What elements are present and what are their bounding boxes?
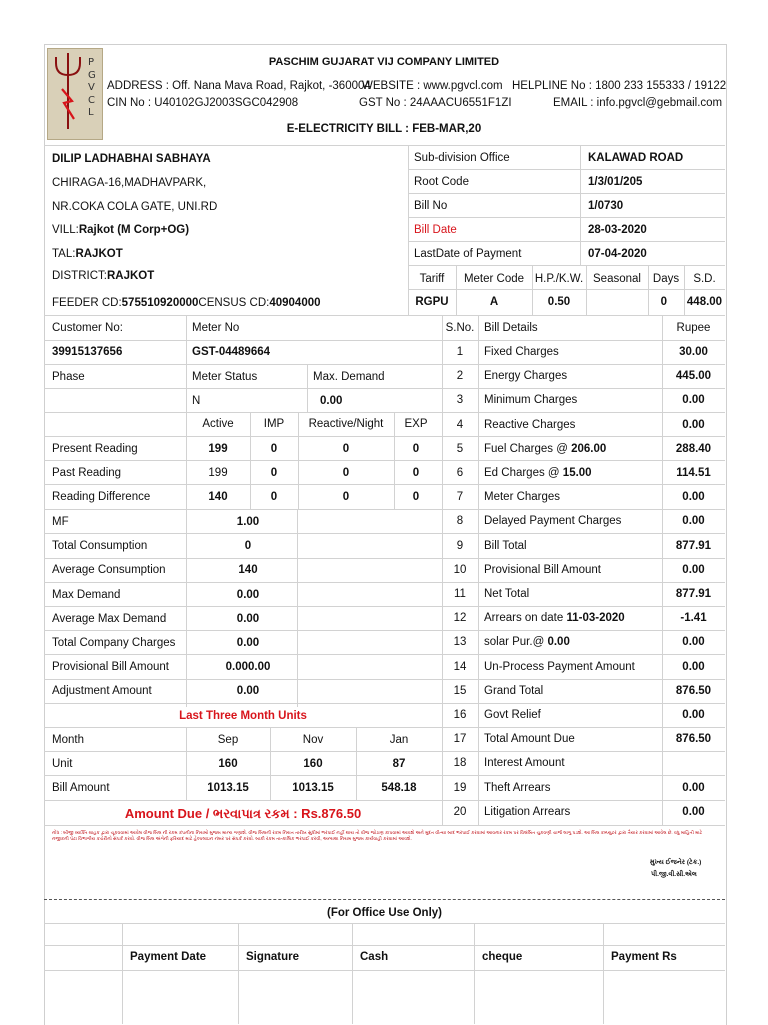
bill-item-sno: 18	[453, 757, 467, 770]
bill-item-rate: 11-03-2020	[566, 612, 625, 625]
col-exp: EXP	[404, 418, 428, 430]
summary-value: 0	[244, 540, 252, 553]
bill-item-amount: -1.41	[680, 612, 707, 625]
reading-active: 199	[208, 443, 228, 455]
summary-label: Max Demand	[52, 588, 121, 601]
bill-item-sno: 9	[456, 539, 464, 552]
bill-item-sno: 3	[456, 394, 464, 407]
phase-label: Phase	[52, 371, 85, 383]
tariff-value: RGPU	[415, 296, 449, 308]
month-name: Jan	[389, 734, 409, 746]
grid-v-line	[297, 509, 298, 707]
grid-h-line	[44, 412, 725, 413]
grid-h-line	[44, 436, 725, 437]
office-use-title: (For Office Use Only)	[326, 907, 443, 919]
grid-h-line	[44, 606, 725, 607]
bill-item-amount: 0.00	[682, 418, 705, 431]
bill-item-sno: 19	[453, 781, 467, 794]
grid-v-line	[580, 145, 581, 265]
logo-letters: P G V C L	[88, 57, 96, 118]
grid-h-line	[44, 509, 725, 510]
root-code-label: Root Code	[414, 176, 469, 188]
meter-no-label: Meter No	[192, 322, 240, 334]
bill-item-label: Grand Total	[484, 684, 544, 697]
grid-h-line	[408, 193, 725, 194]
grid-h-line	[44, 558, 725, 559]
website: WEBSITE : www.pgvcl.com	[362, 80, 503, 92]
summary-value: 0.000.00	[225, 661, 271, 674]
meter-code-header: Meter Code	[463, 273, 525, 285]
col-reactive-night: Reactive/Night	[308, 418, 384, 430]
bill-item-amount: 288.40	[675, 442, 712, 455]
bill-item-sno: 6	[456, 467, 464, 479]
bill-item-amount: 445.00	[675, 370, 712, 383]
bill-item-sno: 12	[453, 612, 467, 625]
helpline: HELPLINE No : 1800 233 155333 / 19122	[512, 80, 727, 92]
bill-item-amount: 0.00	[682, 709, 705, 721]
meter-no-value: GST-04489664	[192, 346, 271, 358]
summary-value: 0.00	[236, 637, 260, 649]
summary-value: 0.00	[236, 685, 260, 698]
sd-header: S.D.	[693, 273, 716, 285]
hp-kw-value: 0.50	[547, 296, 571, 308]
grid-h-line	[44, 945, 725, 946]
address: ADDRESS : Off. Nana Mava Road, Rajkot, -360004	[107, 80, 371, 92]
grid-v-line	[586, 265, 587, 315]
bill-no-label: Bill No	[414, 200, 448, 212]
bill-item-sno: 20	[453, 805, 467, 818]
gujarati-notice: નોંધ : બીજી વ્યક્તિ ગ્રાહક દ્વારા ચૂકવવામાં આવેલ વીજ બિલ ની રકમ કંપનીના નિયમો મુજબ માન્ય ગણાશે. વીજ બિલની રકમ નિયત તારીખ સુધીમાં ભરપાઈ નહીં થાય તો વીજ જોડાણ કાપવામાં આવશે અને મુદત વીત્યા બાદ ભરપાઈ કરવામાં આવનાર રકમ પર વિલંબિત ચુકવણી ચાર્જ લાગુ પડશે. આ બિલ કમ્પ્યુટર દ્વારા તૈયાર કરવામાં આવેલ છે. વધુ માહિતી માટે નજીકની પેટા વિભાગીય કચેરીનો સંપર્ક કરવો. વીજ બિલ અંગેની ફરિયાદ માટે હેલ્પલાઇન નંબર પર સંપર્ક કરવો. બાકી રકમ તાત્કાલિક ભરપાઈ કરવી, અન્યથા નિયમ મુજબ કાર્યવાહી કરવામાં આવશે.	[52, 830, 703, 842]
bill-item-sno: 8	[456, 515, 464, 528]
meter-status-value: N	[192, 395, 201, 407]
office-use-column: Payment Rs	[611, 951, 677, 963]
bill-item-label: Un-Process Payment Amount	[484, 660, 635, 673]
max-demand-label: Max. Demand	[313, 371, 385, 383]
cin-number: CIN No : U40102GJ2003SGC042908	[107, 97, 299, 109]
bill-item-amount: 0.00	[682, 563, 705, 576]
bill-item-amount: 876.50	[675, 684, 712, 697]
grid-h-line	[44, 800, 725, 801]
bill-item-amount: 0.00	[682, 660, 705, 673]
tariff-header: Tariff	[419, 273, 445, 285]
bill-item-amount: 30.00	[679, 346, 708, 358]
cut-line	[44, 899, 725, 900]
last-three-month-units-title: Last Three Month Units	[179, 710, 307, 722]
month-label: Month	[52, 734, 84, 746]
bill-item-sno: 10	[453, 563, 467, 576]
consumer-address-line2: NR.COKA COLA GATE, UNI.RD	[52, 201, 218, 213]
gst-number: GST No : 24AAACU6551F1ZI	[359, 97, 512, 109]
summary-value: 140	[238, 564, 258, 577]
grid-h-line	[44, 484, 725, 485]
bill-item-label: Interest Amount	[484, 757, 565, 770]
grid-h-line	[44, 679, 725, 680]
consumer-address-line1: CHIRAGA-16,MADHAVPARK,	[52, 177, 207, 189]
grid-v-line	[352, 923, 353, 1024]
reading-reactive: 0	[342, 491, 350, 503]
last-date-label: LastDate of Payment	[414, 248, 522, 260]
bill-item-amount: 0.00	[682, 394, 705, 407]
grid-v-line	[478, 315, 479, 825]
grid-v-line	[532, 265, 533, 315]
days-header: Days	[652, 273, 680, 285]
reading-exp: 0	[412, 467, 420, 479]
reading-reactive: 0	[342, 443, 350, 455]
bill-no-value: 1/0730	[588, 200, 624, 212]
bill-item-sno: 2	[456, 370, 464, 383]
grid-h-line	[44, 703, 725, 704]
bill-item-label: Fuel Charges @ 206.00	[484, 442, 607, 455]
bill-item-rate: 206.00	[571, 442, 607, 455]
bill-item-sno: 16	[453, 709, 467, 721]
bill-item-sno: 7	[456, 491, 464, 504]
month-name: Nov	[302, 734, 324, 746]
sd-value: 448.00	[686, 296, 723, 308]
max-demand-value: 0.00	[320, 395, 343, 407]
month-name: Sep	[217, 734, 239, 746]
bill-item-sno: 15	[453, 684, 467, 697]
days-value: 0	[660, 296, 667, 308]
bill-item-sno: 4	[456, 418, 464, 431]
month-units: 160	[218, 758, 238, 770]
village: VILL:Rajkot (M Corp+OG)	[52, 224, 190, 236]
bill-item-label: Ed Charges @ 15.00	[484, 467, 592, 479]
month-units: 87	[392, 758, 406, 770]
bill-item-label: solar Pur.@ 0.00	[484, 636, 570, 649]
bill-item-amount: 0.00	[682, 805, 705, 818]
bill-item-sno: 14	[453, 660, 467, 673]
bill-item-label: Total Amount Due	[484, 733, 575, 746]
bill-item-label: Bill Total	[484, 539, 527, 552]
bill-item-amount: 0.00	[682, 636, 705, 649]
signature-org: પી.જી.વી.સી.એલ	[651, 871, 697, 878]
grid-h-line	[44, 340, 725, 341]
col-active: Active	[202, 418, 234, 430]
grid-h-line	[408, 241, 725, 242]
bill-item-label: Minimum Charges	[484, 394, 578, 407]
bill-item-amount: 114.51	[676, 467, 711, 479]
root-code-value: 1/3/01/205	[588, 176, 643, 188]
grid-h-line	[44, 145, 725, 146]
reading-imp: 0	[270, 491, 278, 503]
grid-h-line	[44, 970, 725, 971]
bill-date-label: Bill Date	[414, 224, 457, 236]
summary-label: Provisional Bill Amount	[52, 661, 169, 674]
grid-v-line	[474, 923, 475, 1024]
bill-title: E-ELECTRICITY BILL : FEB-MAR,20	[286, 123, 482, 135]
summary-label: Total Company Charges	[52, 637, 176, 649]
bill-item-label: Net Total	[484, 588, 530, 600]
grid-v-line	[684, 265, 685, 315]
summary-label: Total Consumption	[52, 540, 148, 553]
grid-h-line	[44, 315, 725, 316]
meter-status-label: Meter Status	[192, 371, 258, 383]
unit-label: Unit	[52, 758, 73, 770]
reading-row-label: Reading Difference	[52, 491, 151, 503]
bill-item-label: Litigation Arrears	[484, 805, 571, 818]
reading-active: 199	[208, 467, 228, 479]
customer-no-value: 39915137656	[52, 346, 123, 358]
reading-reactive: 0	[342, 467, 350, 479]
feeder-census-codes: FEEDER CD:575510920000CENSUS CD:40904000	[52, 297, 321, 309]
summary-label: Average Max Demand	[52, 612, 167, 625]
summary-value: 1.00	[236, 516, 260, 528]
summary-label: MF	[52, 516, 69, 528]
bill-item-amount: 0.00	[682, 515, 705, 528]
office-use-column: Cash	[360, 951, 389, 963]
grid-h-line	[44, 364, 725, 365]
month-bill-amount: 548.18	[381, 782, 417, 794]
hp-kw-header: H.P./K.W.	[534, 273, 584, 285]
subdivision-label: Sub-division Office	[414, 152, 510, 164]
month-units: 160	[303, 758, 323, 770]
company-name: PASCHIM GUJARAT VIJ COMPANY LIMITED	[268, 56, 500, 68]
bill-item-sno: 5	[456, 442, 464, 455]
consumer-name: DILIP LADHABHAI SABHAYA	[52, 153, 211, 165]
customer-no-label: Customer No:	[52, 322, 123, 334]
last-date-value: 07-04-2020	[588, 248, 647, 260]
bill-item-amount: 0.00	[682, 781, 705, 794]
bill-item-label: Reactive Charges	[484, 418, 576, 431]
bill-item-amount: 877.91	[675, 539, 712, 552]
grid-h-line	[44, 923, 725, 924]
office-use-column: Payment Date	[130, 951, 207, 963]
summary-value: 0.00	[236, 588, 260, 601]
reading-imp: 0	[270, 443, 278, 455]
grid-v-line	[408, 145, 409, 315]
bill-amount-label: Bill Amount	[52, 782, 110, 794]
bill-item-rate: 15.00	[562, 467, 592, 479]
signature-title: મુખ્ય ઈજનેર (ટેક.)	[650, 859, 702, 866]
bill-item-amount: 876.50	[675, 733, 712, 746]
summary-label: Average Consumption	[52, 564, 166, 577]
bill-item-amount: 877.91	[675, 588, 712, 600]
bill-item-label: Arrears on date 11-03-2020	[484, 612, 625, 625]
col-imp: IMP	[263, 418, 285, 430]
bill-item-sno: 17	[453, 733, 467, 746]
reading-active: 140	[208, 491, 228, 503]
grid-h-line	[44, 775, 725, 776]
bill-item-label: Govt Relief	[484, 709, 541, 721]
summary-label: Adjustment Amount	[52, 685, 152, 698]
month-bill-amount: 1013.15	[292, 782, 334, 794]
grid-v-line	[603, 923, 604, 1024]
grid-h-line	[408, 169, 725, 170]
bill-item-amount: 0.00	[682, 491, 705, 504]
bill-item-sno: 13	[453, 636, 467, 649]
grid-h-line	[44, 460, 725, 461]
month-bill-amount: 1013.15	[207, 782, 249, 794]
bill-item-rate: 0.00	[547, 636, 570, 649]
grid-v-line	[122, 923, 123, 1024]
bill-item-sno: 1	[456, 346, 464, 358]
subdivision-value: KALAWAD ROAD	[588, 152, 684, 164]
taluka: TAL:RAJKOT	[52, 248, 123, 260]
grid-v-line	[648, 265, 649, 315]
email: EMAIL : info.pgvcl@gebmail.com	[553, 97, 723, 109]
grid-h-line	[44, 751, 725, 752]
sno-header: S.No.	[445, 322, 475, 334]
grid-h-line	[44, 727, 725, 728]
district: DISTRICT:RAJKOT	[52, 270, 155, 282]
summary-value: 0.00	[236, 612, 260, 625]
bill-frame	[44, 44, 727, 1025]
bill-item-label: Delayed Payment Charges	[484, 515, 622, 528]
bill-item-label: Fixed Charges	[484, 346, 559, 358]
office-use-column: cheque	[482, 951, 523, 963]
grid-h-line	[408, 217, 725, 218]
bill-date-value: 28-03-2020	[588, 224, 647, 236]
bill-item-label: Theft Arrears	[484, 781, 551, 794]
grid-h-line	[44, 388, 725, 389]
reading-exp: 0	[412, 491, 420, 503]
grid-h-line	[44, 533, 725, 534]
grid-v-line	[238, 923, 239, 1024]
office-use-column: Signature	[246, 951, 300, 963]
seasonal-header: Seasonal	[593, 273, 641, 285]
grid-h-line	[44, 825, 725, 826]
rupee-header: Rupee	[676, 322, 711, 334]
grid-h-line	[44, 630, 725, 631]
bill-item-label: Energy Charges	[484, 370, 568, 383]
bill-details-header: Bill Details	[484, 322, 538, 334]
grid-h-line	[44, 582, 725, 583]
meter-code-value: A	[489, 296, 499, 308]
grid-v-line	[456, 265, 457, 315]
bill-item-label: Meter Charges	[484, 491, 561, 504]
amount-due: Amount Due / ભરવાપાત્ર રકમ : Rs.876.50	[124, 806, 362, 821]
grid-v-line	[307, 364, 308, 412]
reading-imp: 0	[270, 467, 278, 479]
bill-item-sno: 11	[454, 588, 466, 600]
bill-item-label: Provisional Bill Amount	[484, 563, 601, 576]
reading-row-label: Present Reading	[52, 443, 138, 455]
reading-row-label: Past Reading	[52, 467, 122, 479]
grid-h-line	[44, 654, 725, 655]
reading-exp: 0	[412, 443, 420, 455]
